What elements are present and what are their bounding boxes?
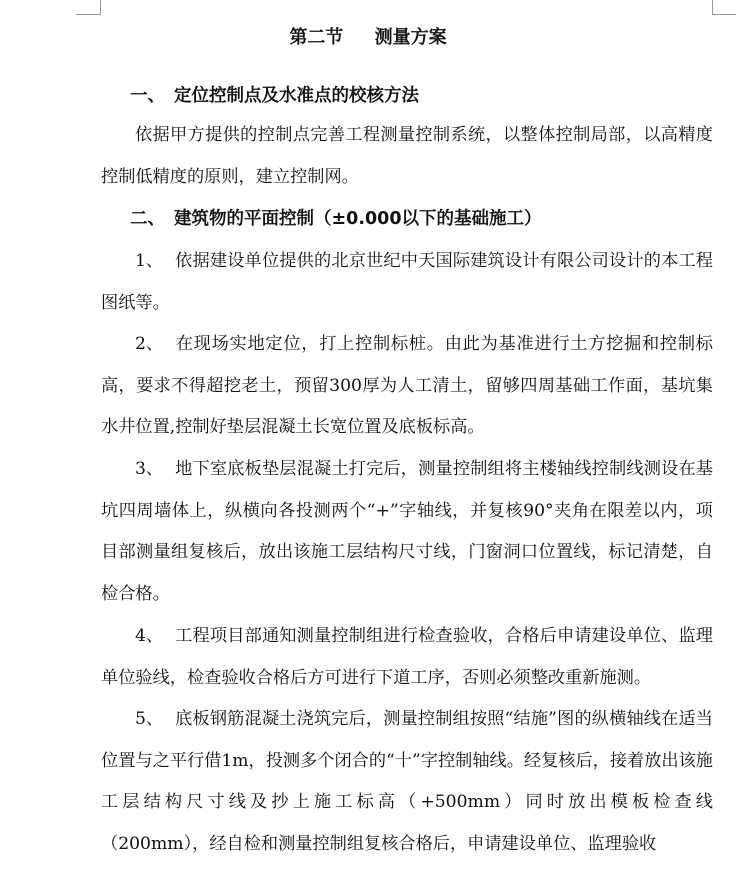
list-item-2 — [101, 324, 713, 449]
heading-2-number: 二、 — [130, 209, 165, 229]
list-item-3-text: 地下室底板垫层混凝土打完后，测量控制组将主楼轴线控制线测设在基坑四周墙体上，纵横向各投测两个“+”字轴线，并复核90°夹角在限差以内，项目部测量组复核后，放出该施工层结构尺寸线，门窗洞口位置线，标记清楚，自检合格。 — [101, 459, 713, 604]
list-item-4-text: 工程项目部通知测量控制组进行检查验收，合格后申请建设单位、监理单位验线，检查验收合格后方可进行下道工序，否则必须整改重新施测。 — [101, 626, 713, 688]
list-item-1 — [101, 241, 713, 324]
list-item-1-number: 1、 — [135, 251, 164, 271]
intro-paragraph: 依据甲方提供的控制点完善工程测量控制系统，以整体控制局部，以高精度控制低精度的原则，建立控制网。 — [101, 125, 713, 187]
heading-1 — [130, 84, 419, 108]
list-item-3 — [101, 449, 713, 615]
heading-1-number: 一、 — [130, 86, 165, 106]
list-item-4-number: 4、 — [135, 626, 164, 646]
list-item-5-number: 5、 — [135, 709, 164, 729]
list-item-1-text: 依据建设单位提供的北京世纪中天国际建筑设计有限公司设计的本工程图纸等。 — [101, 251, 713, 313]
page-corner-mark-left — [76, 0, 101, 15]
list-item-2-text: 在现场实地定位，打上控制标桩。由此为基准进行土方挖掘和控制标高，要求不得超挖老土，预留300厚为人工清土，留够四周基础工作面，基坑集水井位置,控制好垫层混凝土长宽位置及底板标高。 — [101, 334, 713, 438]
list-item-5 — [101, 699, 713, 865]
list-item-5-text: 底板钢筋混凝土浇筑完后，测量控制组按照“结施”图的纵横轴线在适当位置与之平行借1m，投测多个闭合的“十”字控制轴线。经复核后，接着放出该施工层结构尺寸线及抄上施工标高（+500mm）同时放出模板检查线（200mm），经自检和测量控制组复核合格后，申请建设单位、监理验收 — [101, 709, 713, 854]
heading-1-text: 定位控制点及水准点的校核方法 — [174, 86, 419, 106]
list-item-4 — [101, 616, 713, 699]
list-item-2-number: 2、 — [135, 334, 164, 354]
heading-2-text: 建筑物的平面控制（±0.000以下的基础施工） — [174, 209, 542, 229]
page-corner-mark-right — [712, 0, 736, 15]
section-title: 第二节 测量方案 — [289, 27, 447, 48]
list-item-3-number: 3、 — [135, 459, 164, 479]
heading-2 — [130, 207, 542, 231]
